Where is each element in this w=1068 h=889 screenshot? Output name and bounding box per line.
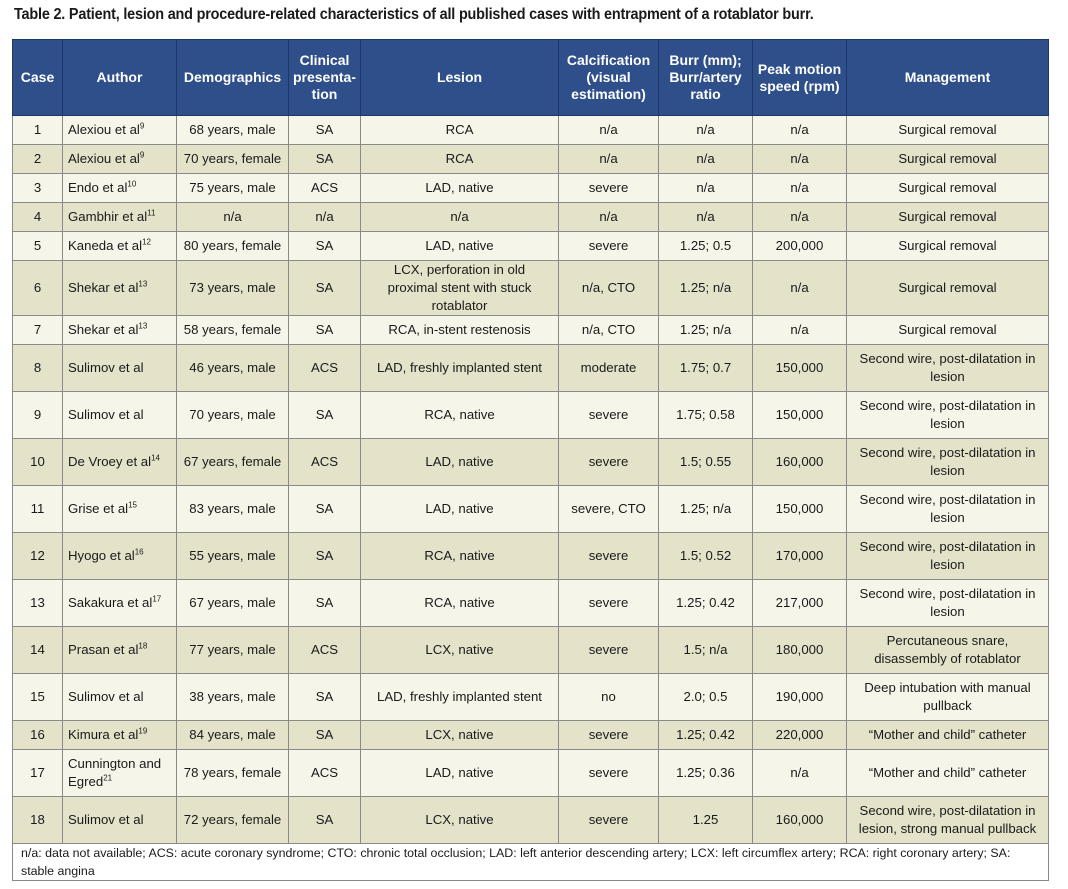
table-row	[13, 232, 1049, 261]
header-burr	[659, 40, 753, 116]
demographics-cell: 75 years, male	[177, 174, 289, 203]
burr-cell: 1.75; 0.7	[659, 345, 753, 392]
case-cell: 8	[13, 345, 63, 392]
table-row	[13, 116, 1049, 145]
reference-number: 13	[138, 279, 148, 289]
case-cell: 4	[13, 203, 63, 232]
characteristics-table	[12, 39, 1049, 881]
author-cell	[63, 316, 177, 345]
lesion-cell: LAD, native	[361, 232, 559, 261]
calcification-cell: moderate	[559, 345, 659, 392]
author-cell	[63, 486, 177, 533]
burr-cell: 1.5; 0.52	[659, 533, 753, 580]
header-demographics: Demographics	[177, 40, 289, 116]
burr-cell: n/a	[659, 116, 753, 145]
header-management: Management	[847, 40, 1049, 116]
header-clinical-line1: Clinical	[299, 52, 350, 68]
calcification-cell: severe, CTO	[559, 486, 659, 533]
calcification-cell: severe	[559, 721, 659, 750]
author-cell	[63, 145, 177, 174]
author-name: Sulimov et al	[68, 812, 144, 827]
speed-cell: 170,000	[753, 533, 847, 580]
case-cell: 13	[13, 580, 63, 627]
presentation-cell: ACS	[289, 345, 361, 392]
demographics-cell: 77 years, male	[177, 627, 289, 674]
author-cell	[63, 116, 177, 145]
burr-cell: 1.5; 0.55	[659, 439, 753, 486]
reference-number: 12	[142, 237, 151, 247]
case-cell: 16	[13, 721, 63, 750]
table-row	[13, 392, 1049, 439]
presentation-cell: SA	[289, 116, 361, 145]
demographics-cell: 78 years, female	[177, 750, 289, 797]
calcification-cell: severe	[559, 232, 659, 261]
author-name: Shekar et al	[68, 322, 139, 337]
presentation-cell: SA	[289, 674, 361, 721]
management-cell: Surgical removal	[847, 316, 1049, 345]
reference-number: 15	[128, 500, 138, 510]
burr-cell: 1.25; n/a	[659, 486, 753, 533]
presentation-cell: n/a	[289, 203, 361, 232]
author-name: Sulimov et al	[68, 407, 144, 422]
reference-number: 16	[134, 547, 144, 557]
reference-number: 9	[139, 150, 145, 160]
table-row	[13, 145, 1049, 174]
lesion-cell: LCX, native	[361, 721, 559, 750]
lesion-cell: RCA, in-stent restenosis	[361, 316, 559, 345]
calcification-cell: n/a, CTO	[559, 261, 659, 316]
demographics-cell: 72 years, female	[177, 797, 289, 844]
burr-cell: 2.0; 0.5	[659, 674, 753, 721]
author-cell	[63, 797, 177, 844]
calcification-cell: severe	[559, 580, 659, 627]
header-burr-line3: ratio	[690, 86, 721, 102]
calcification-cell: no	[559, 674, 659, 721]
author-cell	[63, 174, 177, 203]
case-cell: 12	[13, 533, 63, 580]
speed-cell: 200,000	[753, 232, 847, 261]
reference-number: 17	[152, 594, 162, 604]
speed-cell: n/a	[753, 750, 847, 797]
speed-cell: n/a	[753, 203, 847, 232]
header-calcification	[559, 40, 659, 116]
author-name: Sakakura et al	[68, 595, 153, 610]
author-cell	[63, 345, 177, 392]
burr-cell: 1.25; 0.42	[659, 721, 753, 750]
presentation-cell: SA	[289, 797, 361, 844]
author-name: Grise et al	[68, 501, 129, 516]
table-row	[13, 721, 1049, 750]
case-cell: 5	[13, 232, 63, 261]
table-row	[13, 261, 1049, 316]
lesion-cell: LAD, freshly implanted stent	[361, 345, 559, 392]
table-row	[13, 203, 1049, 232]
author-cell	[63, 674, 177, 721]
lesion-cell: RCA	[361, 116, 559, 145]
calcification-cell: n/a, CTO	[559, 316, 659, 345]
management-cell: Second wire, post-dilatation in lesion	[847, 533, 1049, 580]
management-cell: Second wire, post-dilatation in lesion	[847, 580, 1049, 627]
author-name: Sulimov et al	[68, 360, 144, 375]
management-cell: Second wire, post-dilatation in lesion, strong manual pullback	[847, 797, 1049, 844]
footnote: n/a: data not available; ACS: acute coronary syndrome; CTO: chronic total occlusion; LAD: left anterior descending artery; LCX: left circumflex artery; RCA: right coronary artery; SA: stable angina	[13, 844, 1049, 881]
speed-cell: 217,000	[753, 580, 847, 627]
header-speed-line2: speed (rpm)	[759, 77, 840, 94]
author-cell	[63, 533, 177, 580]
speed-cell: n/a	[753, 316, 847, 345]
header-case: Case	[13, 40, 63, 116]
presentation-cell: SA	[289, 580, 361, 627]
speed-cell: 220,000	[753, 721, 847, 750]
lesion-cell: n/a	[361, 203, 559, 232]
case-cell: 15	[13, 674, 63, 721]
lesion-cell: RCA, native	[361, 533, 559, 580]
header-speed	[753, 40, 847, 116]
demographics-cell: 83 years, male	[177, 486, 289, 533]
header-author: Author	[63, 40, 177, 116]
presentation-cell: SA	[289, 721, 361, 750]
author-name: Shekar et al	[68, 280, 139, 295]
calcification-cell: severe	[559, 533, 659, 580]
author-name: Kaneda et al	[68, 238, 143, 253]
header-lesion: Lesion	[361, 40, 559, 116]
burr-cell: 1.25; 0.36	[659, 750, 753, 797]
management-cell: Surgical removal	[847, 116, 1049, 145]
table-body	[13, 116, 1049, 844]
reference-number: 13	[138, 321, 148, 331]
management-cell: Second wire, post-dilatation in lesion	[847, 345, 1049, 392]
calcification-cell: n/a	[559, 116, 659, 145]
burr-cell: n/a	[659, 203, 753, 232]
management-cell: Surgical removal	[847, 203, 1049, 232]
lesion-cell: LAD, native	[361, 750, 559, 797]
presentation-cell: SA	[289, 316, 361, 345]
presentation-cell: SA	[289, 486, 361, 533]
burr-cell: 1.25; n/a	[659, 261, 753, 316]
case-cell: 18	[13, 797, 63, 844]
speed-cell: 150,000	[753, 486, 847, 533]
reference-number: 19	[138, 726, 148, 736]
calcification-cell: n/a	[559, 203, 659, 232]
speed-cell: 150,000	[753, 392, 847, 439]
header-row	[13, 40, 1049, 116]
author-name: Hyogo et al	[68, 548, 135, 563]
author-name: Kimura et al	[68, 727, 139, 742]
table-row	[13, 674, 1049, 721]
burr-cell: 1.25	[659, 797, 753, 844]
reference-number: 10	[127, 179, 137, 189]
case-cell: 6	[13, 261, 63, 316]
reference-number: 9	[139, 121, 145, 131]
table-row	[13, 627, 1049, 674]
management-cell: Percutaneous snare, disassembly of rotablator	[847, 627, 1049, 674]
presentation-cell: ACS	[289, 627, 361, 674]
author-cell	[63, 627, 177, 674]
speed-cell: n/a	[753, 145, 847, 174]
burr-cell: n/a	[659, 174, 753, 203]
management-cell: Surgical removal	[847, 232, 1049, 261]
author-name: Cunnington and Egred	[68, 756, 162, 789]
reference-number: 18	[138, 641, 148, 651]
speed-cell: n/a	[753, 174, 847, 203]
demographics-cell: 73 years, male	[177, 261, 289, 316]
table-row	[13, 486, 1049, 533]
calcification-cell: severe	[559, 627, 659, 674]
header-calc-line3: estimation)	[571, 86, 646, 102]
management-cell: Surgical removal	[847, 174, 1049, 203]
case-cell: 7	[13, 316, 63, 345]
table-row	[13, 750, 1049, 797]
lesion-cell: LAD, native	[361, 174, 559, 203]
header-burr-line2: Burr/artery	[669, 69, 742, 85]
calcification-cell: n/a	[559, 145, 659, 174]
calcification-cell: severe	[559, 439, 659, 486]
presentation-cell: SA	[289, 261, 361, 316]
management-cell: Surgical removal	[847, 261, 1049, 316]
speed-cell: n/a	[753, 261, 847, 316]
demographics-cell: 67 years, female	[177, 439, 289, 486]
speed-cell: 150,000	[753, 345, 847, 392]
table-row	[13, 797, 1049, 844]
management-cell: “Mother and child” catheter	[847, 721, 1049, 750]
calcification-cell: severe	[559, 174, 659, 203]
author-cell	[63, 721, 177, 750]
calcification-cell: severe	[559, 392, 659, 439]
management-cell: Deep intubation with manual pullback	[847, 674, 1049, 721]
author-name: Sulimov et al	[68, 689, 144, 704]
lesion-cell: LAD, freshly implanted stent	[361, 674, 559, 721]
table-row	[13, 345, 1049, 392]
table-row	[13, 174, 1049, 203]
header-clinical-line3: tion	[311, 86, 338, 102]
author-name: Endo et al	[68, 180, 128, 195]
header-calc-line1: Calcification	[566, 52, 651, 68]
case-cell: 1	[13, 116, 63, 145]
reference-number: 21	[103, 773, 113, 783]
calcification-cell: severe	[559, 797, 659, 844]
demographics-cell: 68 years, male	[177, 116, 289, 145]
author-name: Gambhir et al	[68, 209, 148, 224]
table-row	[13, 580, 1049, 627]
header-calc-line2: (visual	[586, 69, 631, 85]
lesion-cell: LCX, native	[361, 797, 559, 844]
case-cell: 11	[13, 486, 63, 533]
demographics-cell: 55 years, male	[177, 533, 289, 580]
demographics-cell: 46 years, male	[177, 345, 289, 392]
demographics-cell: 84 years, male	[177, 721, 289, 750]
lesion-cell: RCA, native	[361, 392, 559, 439]
presentation-cell: ACS	[289, 174, 361, 203]
presentation-cell: SA	[289, 392, 361, 439]
author-name: Prasan et al	[68, 642, 139, 657]
author-cell	[63, 750, 177, 797]
table-title: Table 2. Patient, lesion and procedure-related characteristics of all published cases with entrapment of a rotablator burr.	[14, 6, 814, 23]
footnote-row	[13, 844, 1049, 881]
case-cell: 17	[13, 750, 63, 797]
author-cell	[63, 392, 177, 439]
lesion-cell: LCX, perforation in old proximal stent with stuck rotablator	[361, 261, 559, 316]
author-cell	[63, 232, 177, 261]
header-speed-line1: Peak motion	[757, 60, 842, 77]
case-cell: 2	[13, 145, 63, 174]
header-clinical-line2: presenta-	[292, 69, 357, 85]
reference-number: 14	[151, 453, 160, 463]
lesion-cell: LAD, native	[361, 439, 559, 486]
author-cell	[63, 203, 177, 232]
management-cell: “Mother and child” catheter	[847, 750, 1049, 797]
author-name: Alexiou et al	[68, 122, 140, 137]
lesion-cell: LAD, native	[361, 486, 559, 533]
management-cell: Second wire, post-dilatation in lesion	[847, 439, 1049, 486]
demographics-cell: 70 years, female	[177, 145, 289, 174]
reference-number: 11	[147, 208, 156, 218]
burr-cell: 1.25; 0.5	[659, 232, 753, 261]
burr-cell: n/a	[659, 145, 753, 174]
speed-cell: 180,000	[753, 627, 847, 674]
case-cell: 9	[13, 392, 63, 439]
demographics-cell: 67 years, male	[177, 580, 289, 627]
author-cell	[63, 580, 177, 627]
presentation-cell: SA	[289, 533, 361, 580]
case-cell: 3	[13, 174, 63, 203]
calcification-cell: severe	[559, 750, 659, 797]
burr-cell: 1.5; n/a	[659, 627, 753, 674]
demographics-cell: 80 years, female	[177, 232, 289, 261]
table-row	[13, 439, 1049, 486]
case-cell: 14	[13, 627, 63, 674]
presentation-cell: SA	[289, 232, 361, 261]
author-name: Alexiou et al	[68, 151, 140, 166]
author-cell	[63, 261, 177, 316]
presentation-cell: ACS	[289, 750, 361, 797]
header-burr-line1: Burr (mm);	[669, 52, 742, 68]
management-cell: Surgical removal	[847, 145, 1049, 174]
demographics-cell: 70 years, male	[177, 392, 289, 439]
demographics-cell: n/a	[177, 203, 289, 232]
management-cell: Second wire, post-dilatation in lesion	[847, 486, 1049, 533]
speed-cell: 160,000	[753, 797, 847, 844]
presentation-cell: SA	[289, 145, 361, 174]
burr-cell: 1.25; 0.42	[659, 580, 753, 627]
table-row	[13, 533, 1049, 580]
burr-cell: 1.75; 0.58	[659, 392, 753, 439]
table-row	[13, 316, 1049, 345]
management-cell: Second wire, post-dilatation in lesion	[847, 392, 1049, 439]
presentation-cell: ACS	[289, 439, 361, 486]
speed-cell: n/a	[753, 116, 847, 145]
speed-cell: 160,000	[753, 439, 847, 486]
demographics-cell: 58 years, female	[177, 316, 289, 345]
speed-cell: 190,000	[753, 674, 847, 721]
demographics-cell: 38 years, male	[177, 674, 289, 721]
lesion-cell: RCA	[361, 145, 559, 174]
author-name: De Vroey et al	[68, 454, 152, 469]
lesion-cell: LCX, native	[361, 627, 559, 674]
author-cell	[63, 439, 177, 486]
header-clinical-presentation	[289, 40, 361, 116]
burr-cell: 1.25; n/a	[659, 316, 753, 345]
lesion-cell: RCA, native	[361, 580, 559, 627]
case-cell: 10	[13, 439, 63, 486]
